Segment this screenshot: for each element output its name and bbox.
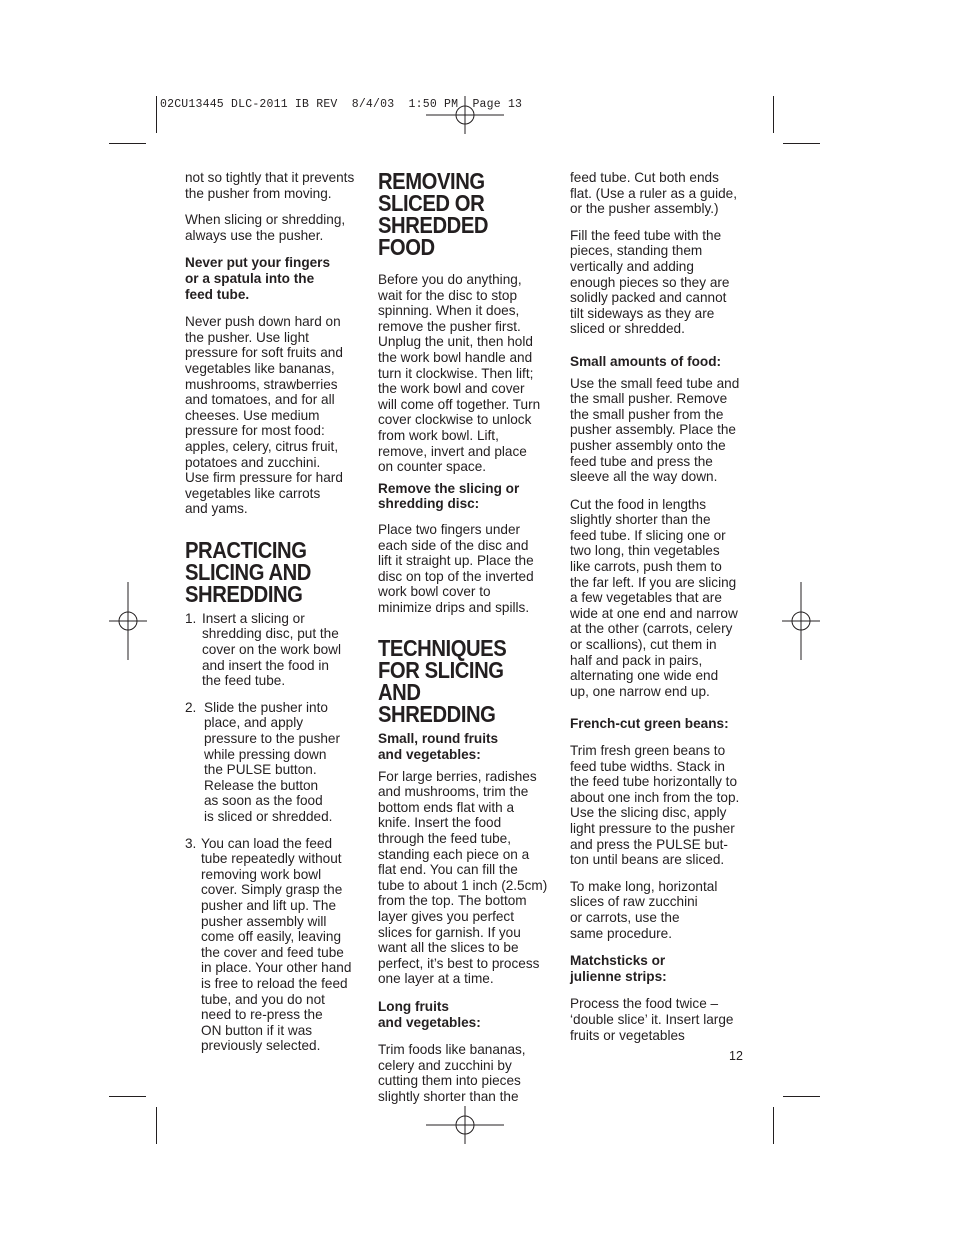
list-item [185,700,363,825]
list-item [185,611,363,689]
section-heading-practicing: PRACTICING SLICING AND SHREDDING [185,536,311,607]
paragraph: Never push down hard on the pusher. Use light pressure for soft fruits and vegetables like bananas, mushrooms, strawberries and tomatoes, and for all cheeses. Use medium pressure for most food: apples, celery, citrus fruit, potatoes and zucchini. Use firm pressure for hard vegetables like carrots and yams. [185,314,343,517]
crop-mark-bottom-right-h [783,1096,820,1097]
paragraph: Use the small feed tube and the small pusher. Remove the small pusher from the pusher assembly. Place the pusher assembly onto the feed tube and press the sleeve all the way down. [570,375,740,485]
column-3 [570,170,750,1054]
paragraph: Process the food twice – ‘double slice’ it. Insert large fruits or vegetables [570,996,734,1043]
crop-mark-bottom-left-v [156,1107,157,1144]
paragraph: For large berries, radishes and mushrooms, trim the bottom ends flat with a knife. Insert the food through the feed tube, standing each piece on a flat end. You can fill the tube to about 1 inch (2.5cm) from the top. The bottom layer gives you perfect slices for garnish. If you want all the slices to be perfect, it’s best to process one layer at a time. [378,768,548,987]
subheading: Small amounts of food: [570,353,722,369]
steps-list [185,611,363,1054]
crop-mark-bottom-right-v [773,1107,774,1144]
crop-mark-top-right-v [773,96,774,133]
crop-mark-bottom-left-h [109,1096,146,1097]
paragraph: Trim foods like bananas, celery and zucchini by cutting them into pieces slightly shorter than the [378,1042,526,1104]
paragraph: Trim fresh green beans to feed tube widths. Stack in the feed tube horizontally to about one inch from the top. Use the slicing disc, apply light pressure to the pusher and press the PULSE but- ton until beans are sliced. [570,743,740,868]
step-number: 3. [185,835,197,851]
subheading: French-cut green beans: [570,716,729,732]
subheading: Small, round fruits and vegetables: [378,731,499,763]
paragraph: Place two fingers under each side of the disc and lift it straight up. Place the disc on top of the inverted work bowl cover to minimize drips and spills. [378,521,534,615]
paragraph: Before you do anything, wait for the disc to stop spinning. When it does, remove the pusher first. Unplug the unit, then hold the work bowl handle and turn it clockwise. Then lift; the work bowl and cover will come off together. Turn cover clockwise to unlock from work bowl. Lift, remove, invert and place on counter space. [378,272,541,475]
page-number: 12 [729,1049,743,1063]
crop-mark-top-left-v [156,96,157,133]
paragraph: When slicing or shredding, always use the pusher. [185,212,346,243]
list-item [185,836,363,1054]
warning-text: Never put your fingers or a spatula into the feed tube. [185,255,331,302]
step-number: 2. [185,699,197,715]
subheading: Long fruits and vegetables: [378,998,481,1030]
registration-mark-left [109,582,147,660]
section-heading-techniques: TECHNIQUES FOR SLICING AND SHREDDING [378,635,507,728]
column-1 [185,170,363,1065]
step-number: 1. [185,610,197,626]
registration-mark-top [426,96,504,134]
paragraph: Fill the feed tube with the pieces, standing them vertically and adding enough pieces so they are solidly packed and cannot tilt sideways as they are sliced or shredded. [570,227,730,337]
step-text: Insert a slicing or shredding disc, put the cover on the work bowl and insert the food in the feed tube. [202,610,342,689]
paragraph: not so tightly that it prevents the pusher from moving. [185,170,355,201]
crop-mark-top-left-h [109,143,146,144]
step-text: Slide the pusher into place, and apply pressure to the pusher while pressing down the PULSE button. Release the button as soon as the food is sliced or shredded. [204,699,341,824]
paragraph: Cut the food in lengths slightly shorter than the feed tube. If slicing one or two long, thin vegetables like carrots, push them to the far left. If you are slicing a few vegetables that are wide at one end and narrow at the other (carrots, celery or scallions), cut them in half and pack in pairs, alternating one wide end up, one narrow end up. [570,496,738,699]
step-text: You can load the feed tube repeatedly without removing work bowl cover. Simply grasp the pusher and lift up. The pusher assembly will come off easily, leaving the cover and feed tube in place. Your other hand is free to reload the feed tube, and you do not need to re-press the ON button if it was previously selected. [201,835,352,1054]
subheading: Matchsticks or julienne strips: [570,953,667,984]
crop-mark-top-right-h [783,143,820,144]
column-2 [378,170,554,1116]
paragraph: feed tube. Cut both ends flat. (Use a ruler as a guide, or the pusher assembly.) [570,170,737,217]
subheading: Remove the slicing or shredding disc: [378,480,520,512]
printer-slug: 02CU13445 DLC-2011 IB REV 8/4/03 1:50 PM Page 13 [160,98,523,111]
registration-mark-right [782,582,820,660]
section-heading-removing: REMOVING SLICED OR SHREDDED FOOD [378,168,489,260]
paragraph: To make long, horizontal slices of raw zucchini or carrots, use the same procedure. [570,878,718,941]
